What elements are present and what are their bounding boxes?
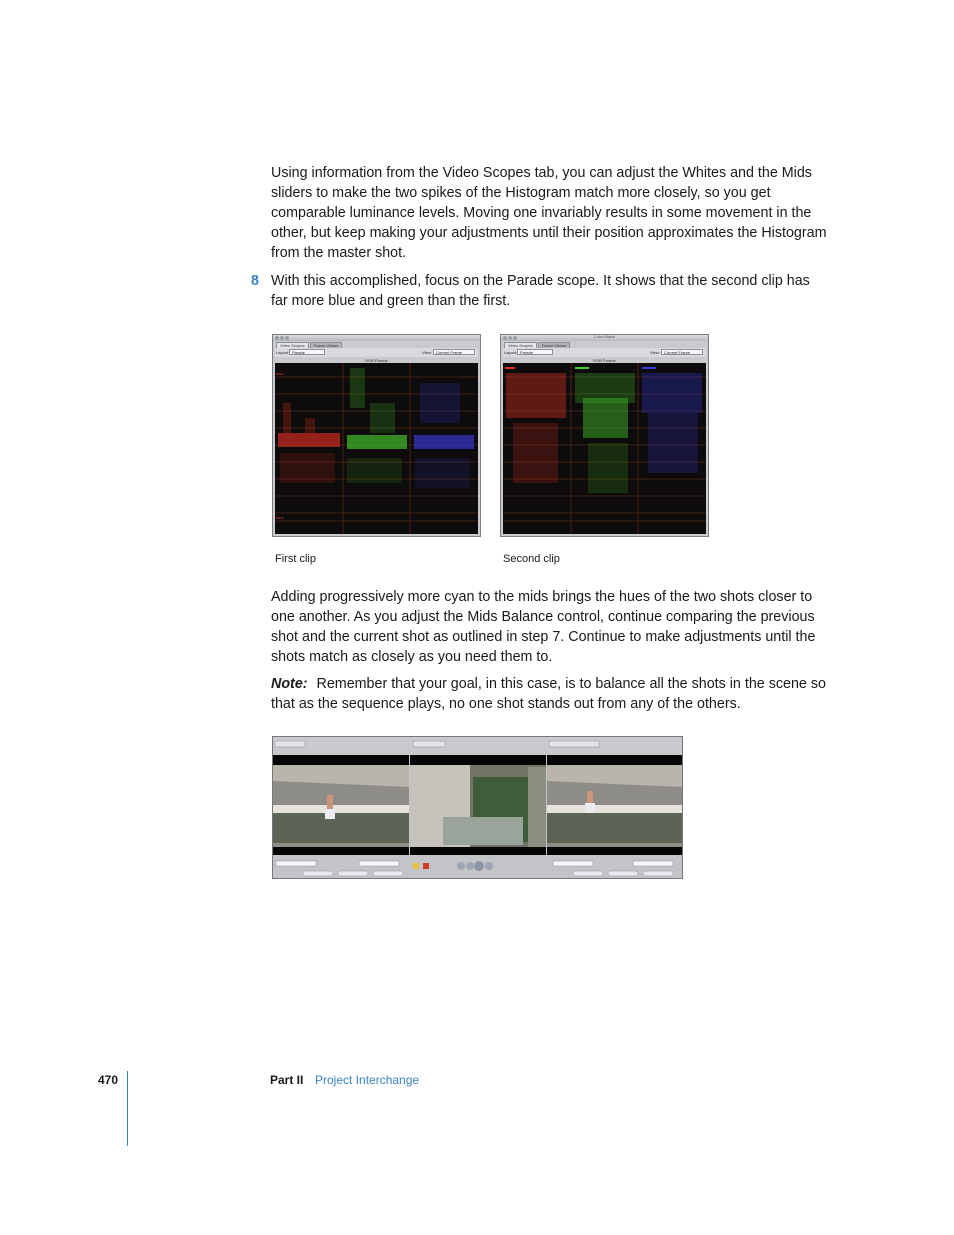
paragraph-mids-balance: Adding progressively more cyan to the mids brings the hues of the two shots closer to one another. As you adjust the Mids Balance control, continue comparing the previous shot and the current shot as outlined in step 7. Continue to make adjustments until the shots match as closely as you need them to. (271, 589, 816, 665)
part-title-link[interactable]: Project Interchange (315, 1073, 420, 1087)
tab-video-scopes[interactable]: Video Scopes (276, 342, 309, 348)
rgb-parade-display (503, 363, 706, 534)
layout-select[interactable]: Parade (289, 349, 325, 355)
layout-select[interactable]: Parade (517, 349, 553, 355)
page-number: 470 (98, 1073, 119, 1087)
scope-control-bar (503, 348, 706, 357)
scope-control-bar (275, 348, 478, 357)
frame-viewer-screenshot (272, 736, 683, 879)
view-label: View: (422, 350, 432, 355)
window-zoom-icon[interactable] (285, 336, 289, 340)
note-paragraph (271, 674, 827, 714)
note-text: Remember that your goal, in this case, is to balance all the shots in the scene so that as the sequence plays, no one shot stands out from any of the others. (271, 676, 826, 712)
view-label: View: (650, 350, 660, 355)
paragraph-histogram-adjustment: Using information from the Video Scopes tab, you can adjust the Whites and the Mids sliders to make the two spikes of the Histogram match more closely, so you get comparable luminance levels. Moving one invariably results in some movement in the other, but keep making your adjustments until their position approximates the Histogram from the master shot. (271, 165, 827, 261)
part-label: Part II (270, 1073, 304, 1087)
svg-text:Black: Black (276, 516, 284, 520)
footer-divider (127, 1071, 128, 1146)
caption-second-clip: Second clip (503, 553, 560, 565)
scope-name: RGB Parade (593, 358, 616, 363)
tab-frame-viewer[interactable]: Frame Viewer (538, 342, 571, 348)
step-number: 8 (251, 273, 259, 289)
layout-label: Layout: (276, 350, 290, 355)
window-title: Color Match (593, 334, 616, 339)
caption-first-clip: First clip (275, 553, 316, 565)
tab-frame-viewer[interactable]: Frame Viewer (310, 342, 343, 348)
step-8-text: With this accomplished, focus on the Parade scope. It shows that the second clip has far more blue and green than the first. (271, 273, 810, 309)
note-label: Note: (271, 676, 308, 692)
layout-label: Layout: (504, 350, 518, 355)
window-minimize-icon[interactable] (280, 336, 284, 340)
scope-window-second-clip (500, 334, 709, 537)
rgb-parade-display (275, 363, 478, 534)
scope-name: RGB Parade (365, 358, 388, 363)
rgb-parade-graphic (275, 363, 478, 534)
scope-window-first-clip (272, 334, 481, 537)
view-select[interactable]: Current Frame (661, 349, 703, 355)
tab-video-scopes[interactable]: Video Scopes (504, 342, 537, 348)
view-select[interactable]: Current Frame (433, 349, 475, 355)
window-titlebar (273, 335, 480, 341)
frame-viewer-graphic (273, 737, 682, 878)
rgb-parade-graphic (503, 363, 706, 534)
window-titlebar (501, 335, 708, 341)
window-close-icon[interactable] (275, 336, 279, 340)
svg-text:White: White (276, 372, 284, 376)
